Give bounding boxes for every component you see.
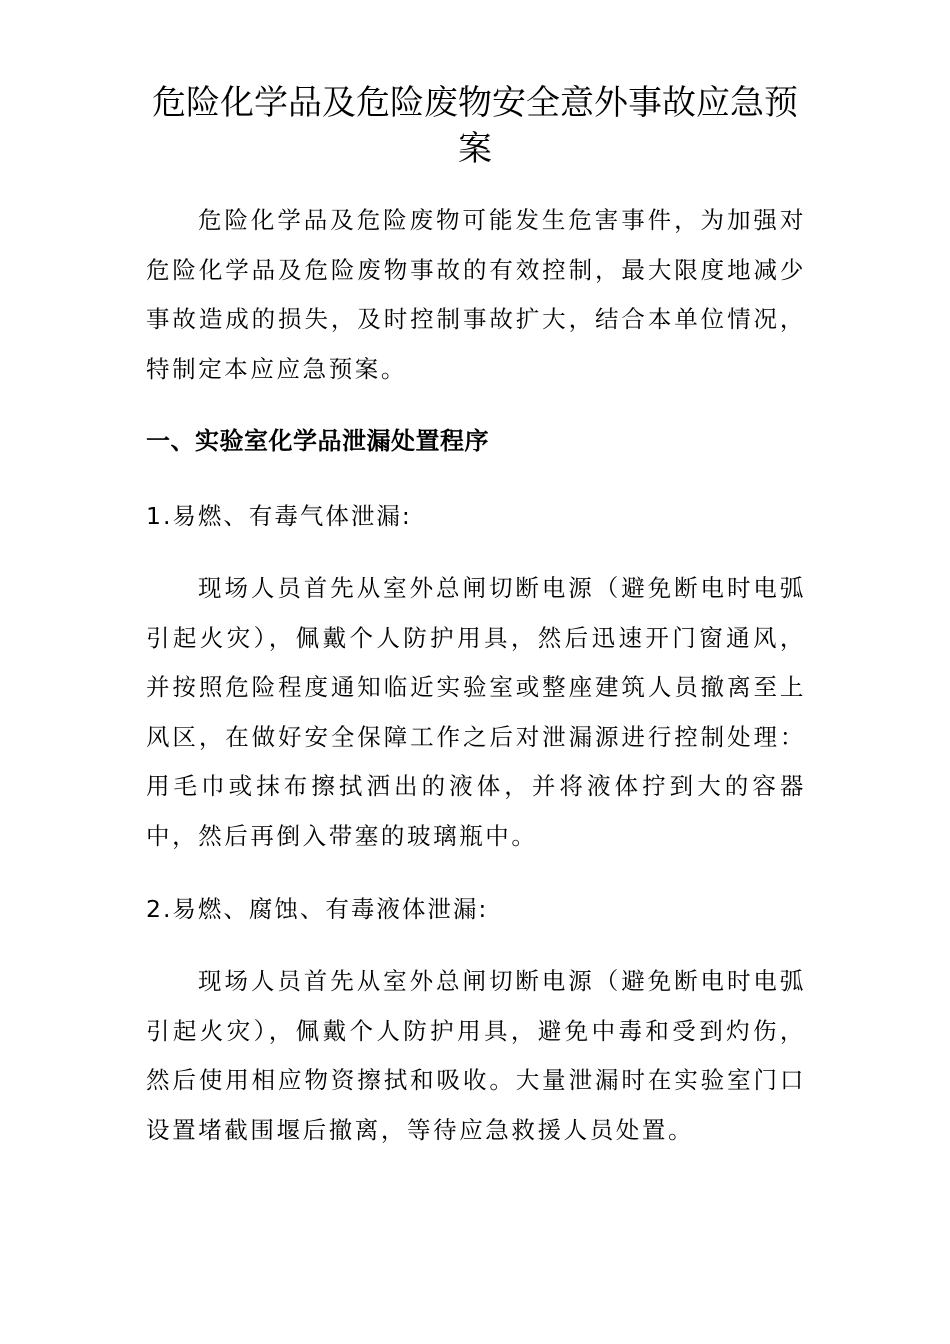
item2-body: 现场人员首先从室外总闸切断电源（避免断电时电弧引起火灾），佩戴个人防护用具，避免中毒和受到灼伤，然后使用相应物资擦拭和吸收。大量泄漏时在实验室门口设置堵截围堰后撤离，等待应急救援人员处置。	[146, 967, 806, 1144]
section-heading-spill-procedure: 一、实验室化学品泄漏处置程序	[146, 427, 489, 455]
item2-heading: 2.易燃、腐蚀、有毒液体泄漏:	[146, 895, 489, 923]
intro-paragraph: 危险化学品及危险废物可能发生危害事件，为加强对危险化学品及危险废物事故的有效控制，最大限度地减少事故造成的损失，及时控制事故扩大，结合本单位情况，特制定本应应急预案。	[146, 206, 806, 383]
item1-body: 现场人员首先从室外总闸切断电源（避免断电时电弧引起火灾），佩戴个人防护用具，然后迅速开门窗通风，并按照危险程度通知临近实验室或整座建筑人员撤离至上风区，在做好安全保障工作之后对泄漏源进行控制处理：用毛巾或抹布擦拭洒出的液体，并将液体拧到大的容器中，然后再倒入带塞的玻璃瓶中。	[146, 574, 806, 850]
item1-heading: 1.易燃、有毒气体泄漏:	[146, 502, 412, 530]
document-title: 危险化学品及危险废物安全意外事故应急预案	[152, 83, 798, 169]
